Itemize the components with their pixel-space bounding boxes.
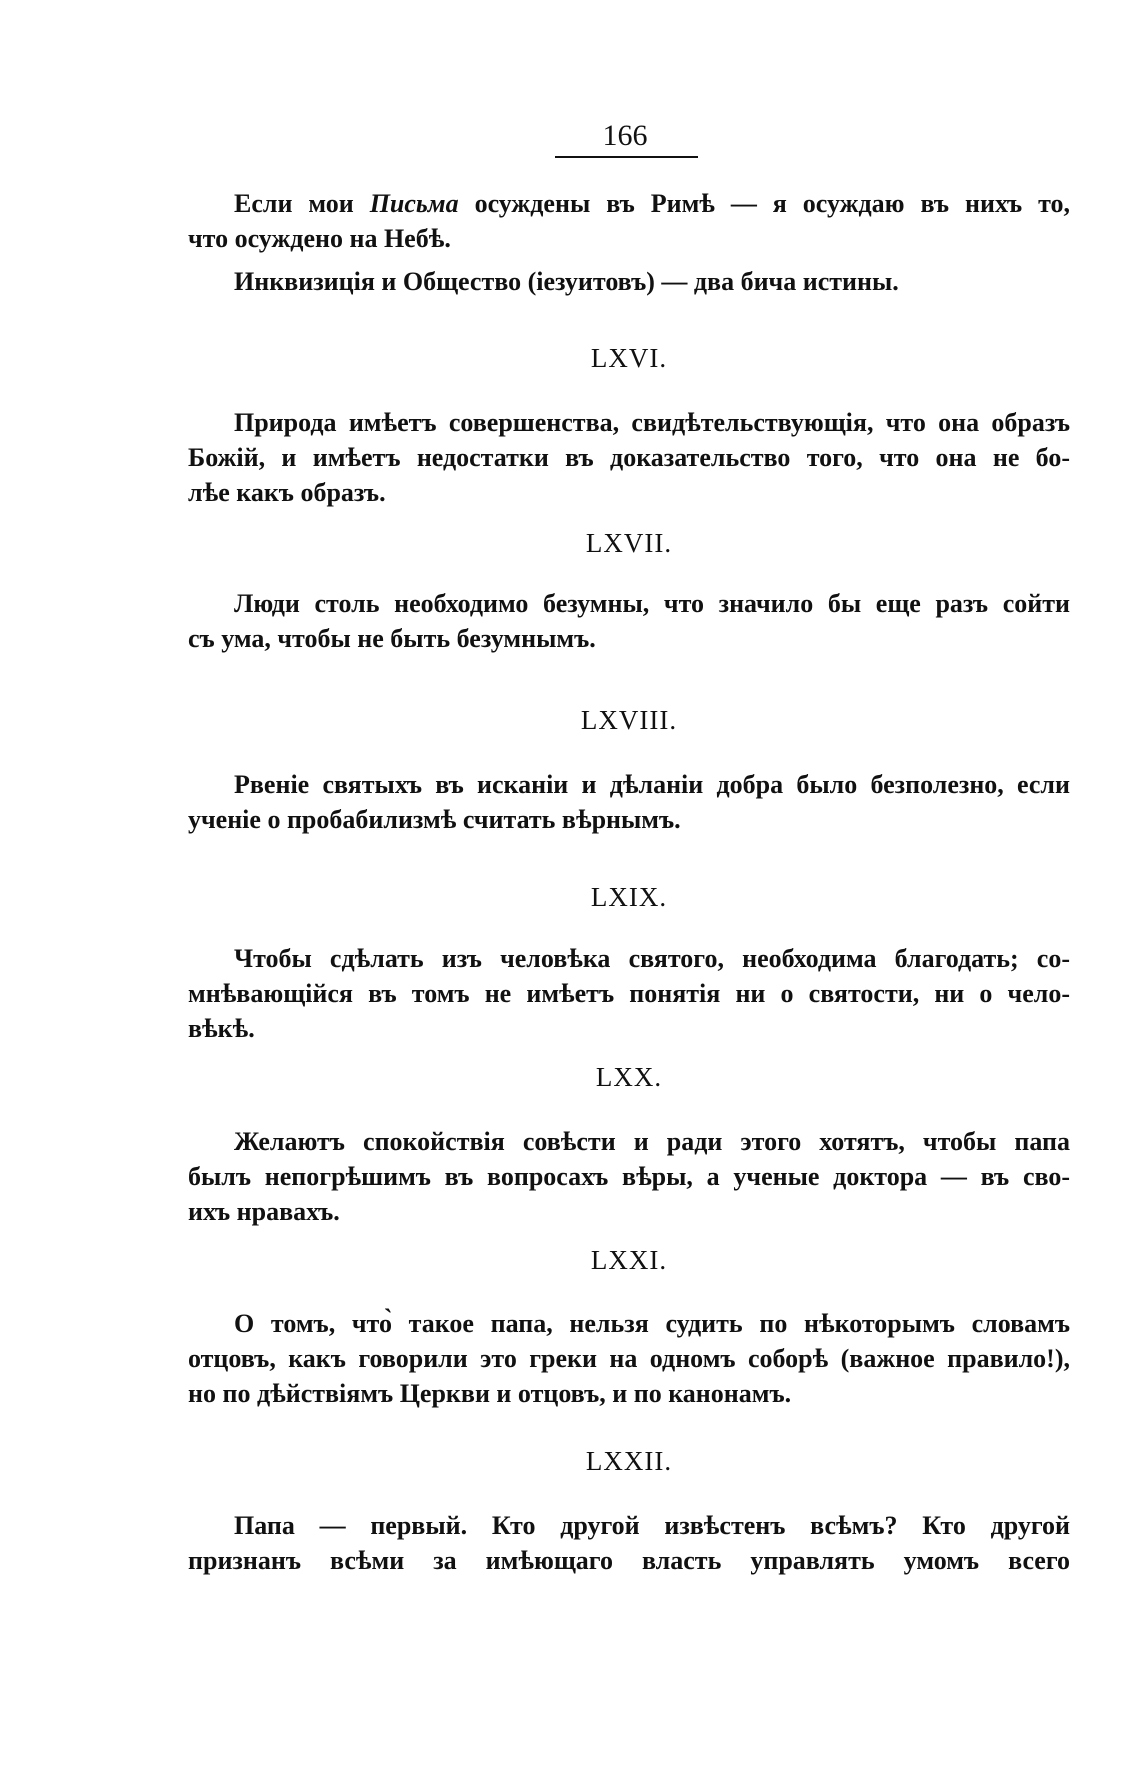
section-line: ученіе о пробабилизмѣ считать вѣрнымъ. (188, 805, 681, 834)
section-heading-lxix: LXIX. (590, 882, 668, 912)
section-line: лѣе какъ образъ. (188, 478, 386, 507)
page-number-rule (555, 156, 698, 158)
section-body-lxvii (188, 586, 1070, 656)
section-line: ихъ нравахъ. (188, 1197, 340, 1226)
intro-line-2: что осуждено на Небѣ. (188, 224, 451, 253)
page-number: 166 (602, 119, 648, 152)
section-body-lxxi (188, 1306, 1070, 1411)
section-heading-lxxii: LXXII. (585, 1446, 673, 1476)
intro-paragraph-1 (188, 186, 1070, 256)
section-paragraph (188, 1508, 1070, 1578)
section-line: Желаютъ спокойствія совѣсти и ради этого хотятъ, чтобы папа (234, 1127, 1070, 1156)
section-line: но по дѣйствіямъ Церкви и отцовъ, и по канонамъ. (188, 1379, 792, 1408)
section-line: былъ непогрѣшимъ въ вопросахъ вѣры, а ученые доктора — въ сво- (188, 1162, 1070, 1191)
section-line: Люди столь необходимо безумны, что значило бы еще разъ сойти (234, 589, 1070, 618)
section-body-lxviii (188, 767, 1070, 837)
intro-paragraph (188, 186, 1070, 299)
intro-italic-word: Письма (369, 189, 459, 218)
section-body-lxix (188, 941, 1070, 1046)
section-line: признанъ всѣми за имѣющаго власть управлять умомъ всего (188, 1546, 1070, 1575)
section-line: Природа имѣетъ совершенства, свидѣтельствующія, что она образъ (234, 408, 1070, 437)
section-paragraph (188, 767, 1070, 837)
section-line: мнѣвающійся въ томъ не имѣетъ понятія ни о святости, ни о чело- (188, 979, 1070, 1008)
section-heading-lxx: LXX. (595, 1062, 663, 1092)
section-paragraph (188, 941, 1070, 1046)
section-line: О томъ, что̀ такое папа, нельзя судить по нѣкоторымъ словамъ (234, 1309, 1070, 1338)
section-paragraph (188, 586, 1070, 656)
section-line: отцовъ, какъ говорили это греки на одномъ соборѣ (важное правило!), (188, 1344, 1070, 1373)
section-body-lxvi (188, 405, 1070, 510)
intro-line-1 (188, 186, 1070, 221)
section-paragraph (188, 1306, 1070, 1411)
section-line: Чтобы сдѣлать изъ человѣка святого, необходима благодать; со- (234, 944, 1070, 973)
section-heading-lxvi: LXVI. (590, 343, 668, 373)
section-line: Папа — первый. Кто другой извѣстенъ всѣмъ? Кто другой (234, 1511, 1070, 1540)
section-heading-lxxi: LXXI. (590, 1245, 668, 1275)
section-line: вѣкѣ. (188, 1014, 255, 1043)
section-body-lxx (188, 1124, 1070, 1229)
section-paragraph (188, 405, 1070, 510)
section-heading-lxvii: LXVII. (585, 528, 673, 558)
intro-line-1-part-2: осуждены въ Римѣ — я осуждаю въ нихъ то, (458, 189, 1070, 218)
intro-line-1-part-1: Если мои (234, 189, 370, 218)
section-heading-lxviii: LXVIII. (580, 705, 678, 735)
section-line: Божій, и имѣетъ недостатки въ доказательство того, что она не бо- (188, 443, 1070, 472)
intro-paragraph-2 (188, 264, 1070, 299)
section-body-lxxii (188, 1508, 1070, 1578)
section-line: Рвеніе святыхъ въ исканіи и дѣланіи добра было безполезно, если (234, 770, 1070, 799)
section-paragraph (188, 1124, 1070, 1229)
intro-line-3: Инквизиція и Общество (іезуитовъ) — два бича истины. (234, 267, 899, 296)
section-line: съ ума, чтобы не быть безумнымъ. (188, 624, 596, 653)
